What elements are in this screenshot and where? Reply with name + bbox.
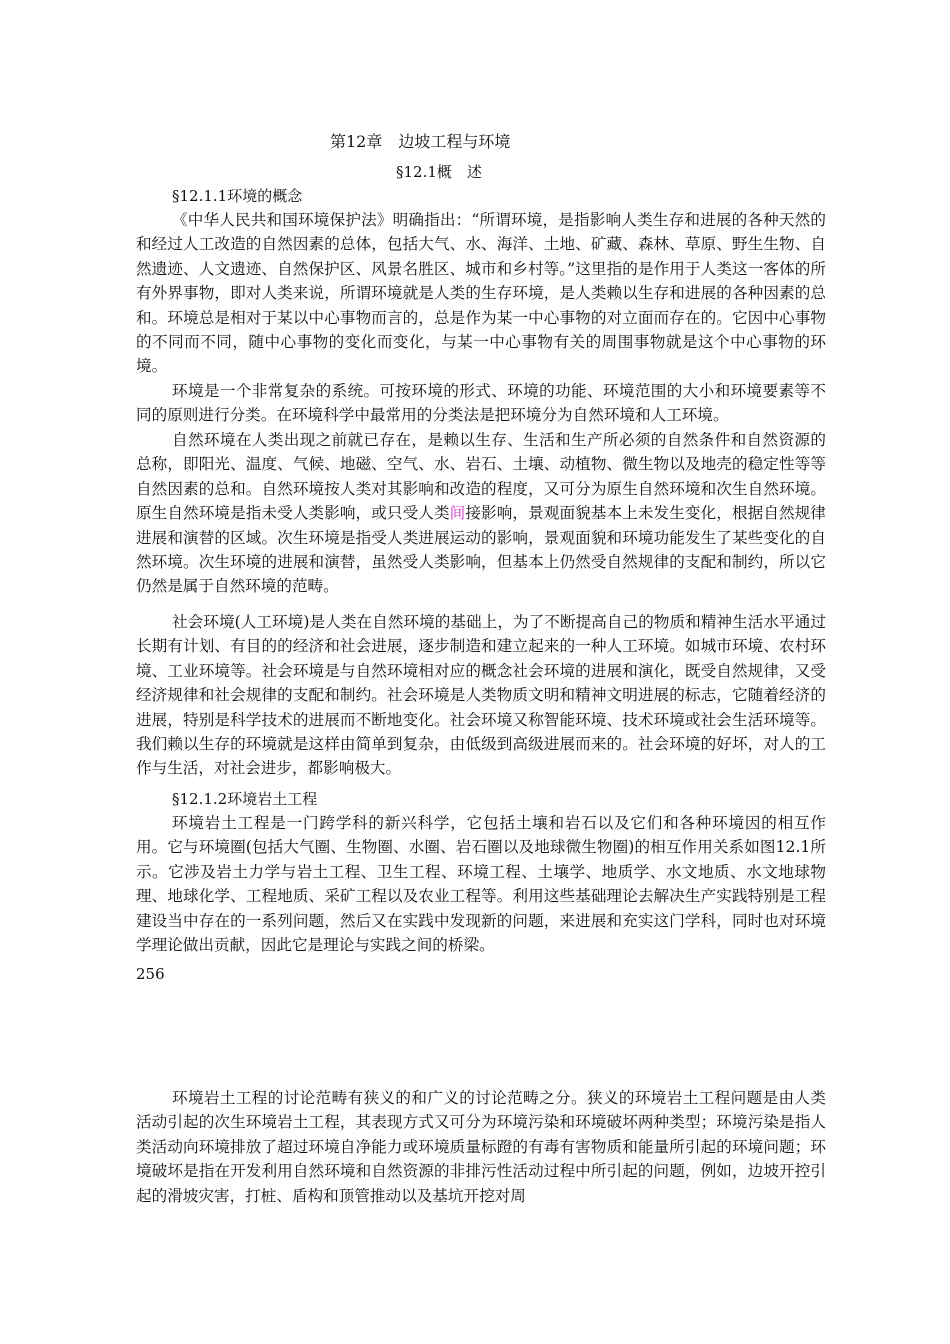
subsection-heading-environment-concept: §12.1.1环境的概念 bbox=[172, 187, 303, 205]
page-number: 256 bbox=[136, 965, 165, 983]
paragraph-research-scope: 环境岩土工程的讨论范畴有狭义的和广义的讨论范畴之分。狭义的环境岩土工程问题是由人类活动引起的次生环境岩土工程，其表现方式又可分为环境污染和环境破坏两种类型；环境污染是指人类活动向环境排放了超过环境自净能力或环境质量标蹬的有毒有害物质和能量所引起的环境问题；环境破坏是指在开发利用自然环境和自然资源的非排污性活动过程中所引起的问题，例如，边坡开控引起的滑坡灾害，打桩、盾构和顶管推动以及基坑开挖对周 bbox=[136, 1089, 826, 1205]
natural-env-text-end: 接影响，景观面貌基本上未发生变化，根据自然规律进展和演替的区域。次生环境是指受人类进展运动的影响，景观面貌和环境功能发生了某些变化的自然环境。次生环境的进展和演替，虽然受人类影响，但基本上仍然受自然规律的支配和制约，所以它仍然是属于自然环境的范畴。 bbox=[136, 504, 826, 596]
paragraph-environment-definition: 《中华人民共和国环境保护法》明确指出：“所谓环境，是指影响人类生存和进展的各种天然的和经过人工改造的自然因素的总体，包括大气、水、海洋、土地、矿藏、森林、草原、野生生物、自然遗迹、人文遗迹、自然保护区、风景名胜区、城市和乡村等。”这里指的是作用于人类这一客体的所有外界事物，即对人类来说，所谓环境就是人类的生存环境，是人类赖以生存和进展的各种因素的总和。环境总是相对于某以中心事物而言的，总是作为某一中心事物的对立面而存在的。它因中心事物的不同而不同，随中心事物的变化而变化，与某一中心事物有关的周围事物就是这个中心事物的环境。 bbox=[136, 211, 826, 376]
paragraph-social-environment: 社会环境(人工环境)是人类在自然环境的基础上，为了不断提高自己的物质和精神生活水平通过长期有计划、有目的的经济和社会进展，逐步制造和建立起来的一种人工环境。如城市环境、农村环境、工业环境等。社会环境是与自然环境相对应的概念社会环境的进展和演化，既受自然规律，又受经济规律和社会规律的支配和制约。社会环境是人类物质文明和精神文明进展的标志，它随着经济的进展，特别是科学技术的进展而不断地变化。社会环境又称智能环境、技术环境或社会生活环境等。我们赖以生存的环境就是这样由简单到复杂，由低级到高级进展而来的。社会环境的好坏，对人的工作与生活，对社会进步，都影响极大。 bbox=[136, 613, 826, 778]
highlighted-character: 间 bbox=[449, 504, 466, 523]
paragraph-natural-environment bbox=[136, 428, 826, 599]
paragraph-environmental-geotechnics: 环境岩土工程是一门跨学科的新兴科学，它包括土壤和岩石以及它们和各种环境因的相互作用。它与环境圈(包括大气圈、生物圈、水圈、岩石圈以及地球微生物圈)的相互作用关系如图12.1所示。它涉及岩土力学与岩土工程、卫生工程、环境工程、土壤学、地质学、水文地质、水文地球物理、地球化学、工程地质、采矿工程以及农业工程等。利用这些基础理论去解决生产实践特别是工程建设当中存在的一系列问题，然后又在实践中发现新的问题，来进展和充实这门学科，同时也对环境学理论做出贡献，因此它是理论与实践之间的桥梁。 bbox=[136, 814, 826, 955]
paragraph-environment-classification: 环境是一个非常复杂的系统。可按环境的形式、环境的功能、环境范围的大小和环境要素等不同的原则进行分类。在环境科学中最常用的分类法是把环境分为自然环境和人工环境。 bbox=[136, 382, 826, 425]
natural-env-text-start: 自然环境在人类出现之前就已存在，是赖以生存、生活和生产所必须的自然条件和自然资源的总称，即阳光、温度、气候、地磁、空气、水、岩石、土壤、动植物、微生物以及地壳的稳定性等等自然因素的总和。自然环境按人类对其影响和改造的程度，又可分为原生自然环境和次生自然环境。原生自然环境是指未受人类影响，或只受人类 bbox=[136, 431, 826, 523]
section-title: §12.1概 述 bbox=[396, 163, 482, 181]
subsection-heading-environmental-geotechnics: §12.1.2环境岩土工程 bbox=[172, 790, 318, 808]
chapter-title: 第12章 边坡工程与环境 bbox=[330, 132, 511, 151]
